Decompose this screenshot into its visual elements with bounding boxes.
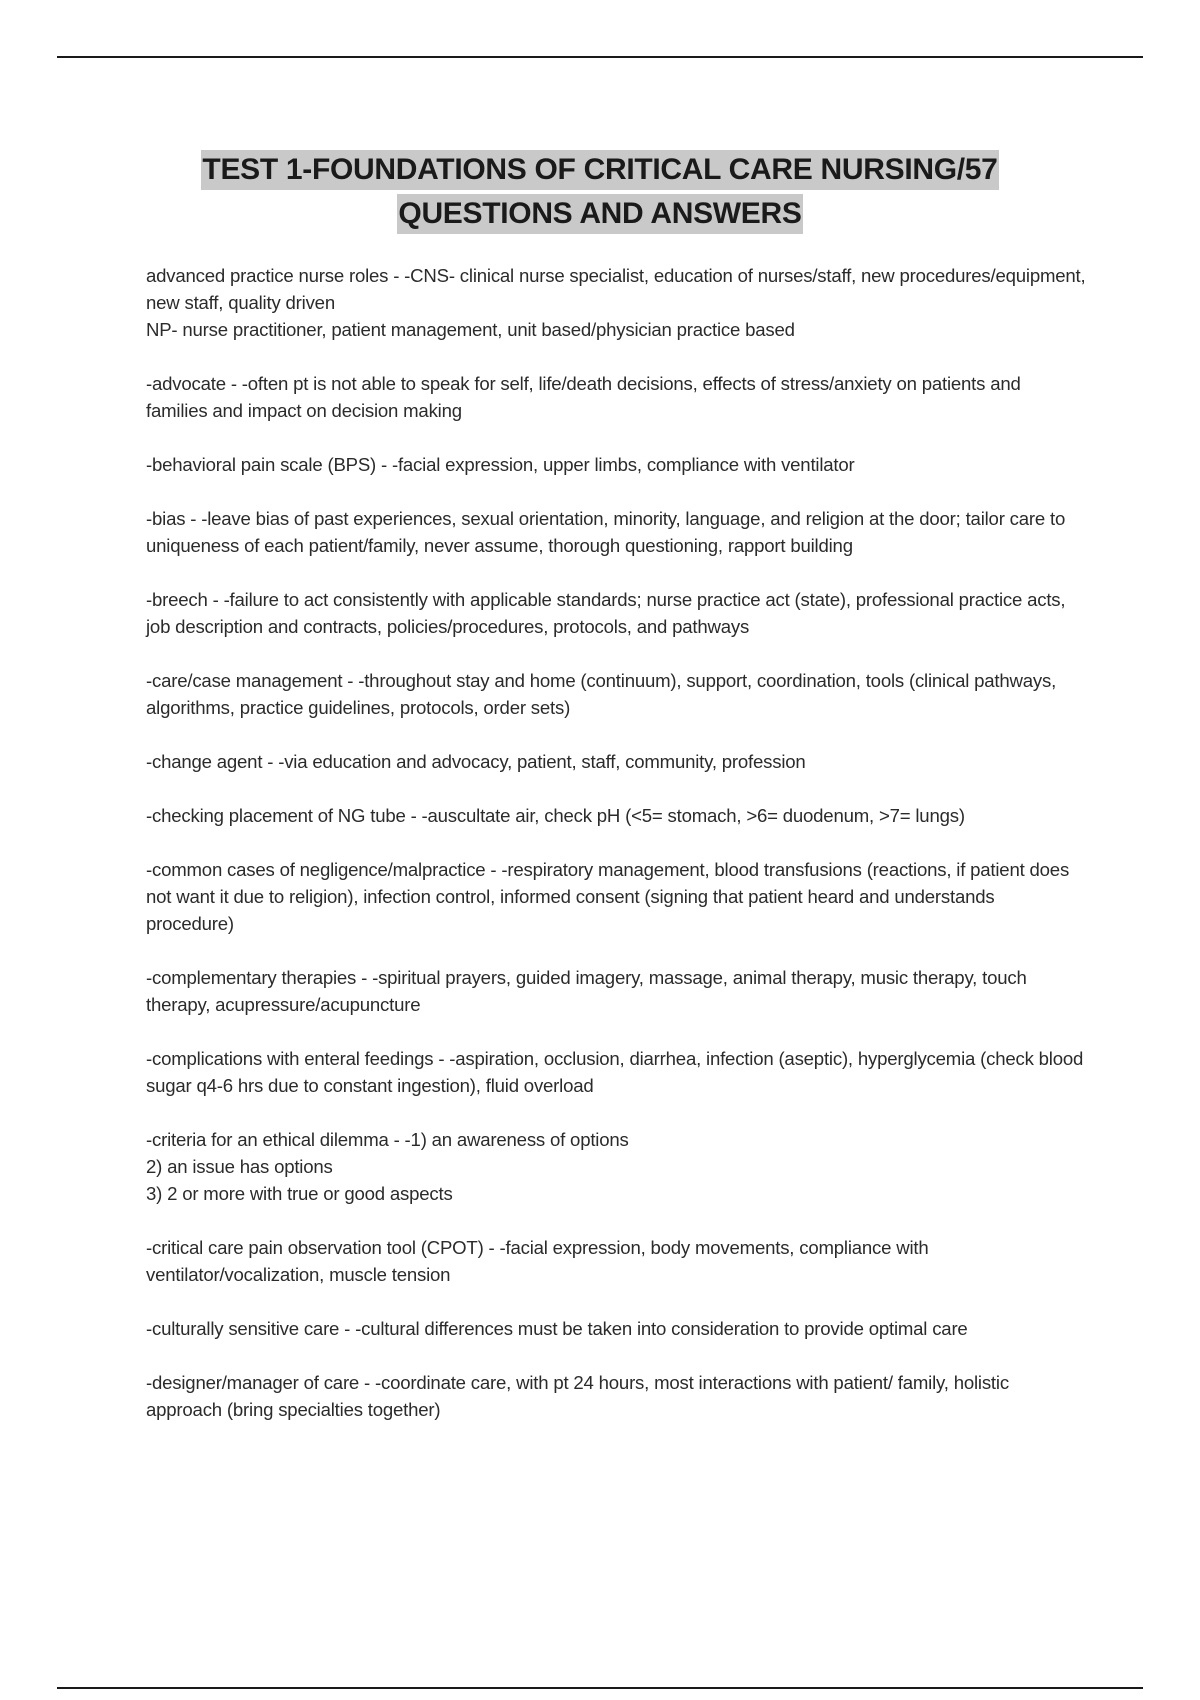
qa-entry-line: -critical care pain observation tool (CPOT) - -facial expression, body movements, compliance with ventilator/vocalization, muscle tension bbox=[146, 1237, 934, 1285]
footer-rule bbox=[57, 1687, 1143, 1689]
document-body bbox=[146, 262, 1091, 1450]
qa-entry bbox=[146, 451, 1086, 478]
qa-entry bbox=[146, 1315, 1086, 1342]
qa-entry bbox=[146, 1234, 1086, 1288]
qa-entry bbox=[146, 262, 1091, 343]
qa-entry bbox=[146, 667, 1086, 721]
qa-entry bbox=[146, 1045, 1089, 1099]
qa-entry-line: -designer/manager of care - -coordinate care, with pt 24 hours, most interactions with patient/ family, holistic approach (bring specialties together) bbox=[146, 1372, 1014, 1420]
qa-entry-line: -criteria for an ethical dilemma - -1) an awareness of options bbox=[146, 1129, 629, 1150]
qa-entry bbox=[146, 1369, 1086, 1423]
qa-entry-line: -change agent - -via education and advocacy, patient, staff, community, profession bbox=[146, 751, 806, 772]
qa-entry bbox=[146, 748, 1086, 775]
qa-entry-line: 2) an issue has options bbox=[146, 1156, 333, 1177]
document-title bbox=[100, 150, 1100, 234]
qa-entry-line: -complications with enteral feedings - -aspiration, occlusion, diarrhea, infection (aseptic), hyperglycemia (check blood sugar q4-6 hrs due to constant ingestion), fluid overload bbox=[146, 1048, 1089, 1096]
title-line-1: TEST 1-FOUNDATIONS OF CRITICAL CARE NURSING/57 bbox=[201, 150, 998, 190]
qa-entry bbox=[146, 505, 1086, 559]
qa-entry-line: -bias - -leave bias of past experiences, sexual orientation, minority, language, and religion at the door; tailor care to uniqueness of each patient/family, never assume, thorough questioning, rapport building bbox=[146, 508, 1071, 556]
qa-entry-line: -complementary therapies - -spiritual prayers, guided imagery, massage, animal therapy, music therapy, touch therapy, acupressure/acupuncture bbox=[146, 967, 1032, 1015]
qa-entry-line: -checking placement of NG tube - -auscultate air, check pH (<5= stomach, >6= duodenum, >7= lungs) bbox=[146, 805, 965, 826]
qa-entry-line: -common cases of negligence/malpractice - -respiratory management, blood transfusions (reactions, if patient does not want it due to religion), infection control, informed consent (signing that patient heard and understands procedure) bbox=[146, 859, 1075, 934]
qa-entry-line: -breech - -failure to act consistently with applicable standards; nurse practice act (state), professional practice acts, job description and contracts, policies/procedures, protocols, and pathways bbox=[146, 589, 1071, 637]
qa-entry bbox=[146, 586, 1086, 640]
qa-entry bbox=[146, 964, 1086, 1018]
qa-entry-line: 3) 2 or more with true or good aspects bbox=[146, 1183, 453, 1204]
qa-entry-line: -advocate - -often pt is not able to speak for self, life/death decisions, effects of stress/anxiety on patients and families and impact on decision making bbox=[146, 373, 1026, 421]
qa-entry-line: -culturally sensitive care - -cultural differences must be taken into consideration to provide optimal care bbox=[146, 1318, 968, 1339]
qa-entry-line: -behavioral pain scale (BPS) - -facial expression, upper limbs, compliance with ventilator bbox=[146, 454, 855, 475]
header-rule bbox=[57, 56, 1143, 58]
qa-entry bbox=[146, 802, 1086, 829]
title-line-2: QUESTIONS AND ANSWERS bbox=[397, 194, 802, 234]
qa-entry bbox=[146, 1126, 1086, 1207]
qa-entry-line: -care/case management - -throughout stay and home (continuum), support, coordination, tools (clinical pathways, algorithms, practice guidelines, protocols, order sets) bbox=[146, 670, 1061, 718]
qa-entry bbox=[146, 856, 1086, 937]
qa-entry-line: advanced practice nurse roles - -CNS- clinical nurse specialist, education of nurses/staff, new procedures/equipment, new staff, quality driven bbox=[146, 265, 1091, 313]
qa-entry-line: NP- nurse practitioner, patient management, unit based/physician practice based bbox=[146, 319, 795, 340]
qa-entry bbox=[146, 370, 1086, 424]
